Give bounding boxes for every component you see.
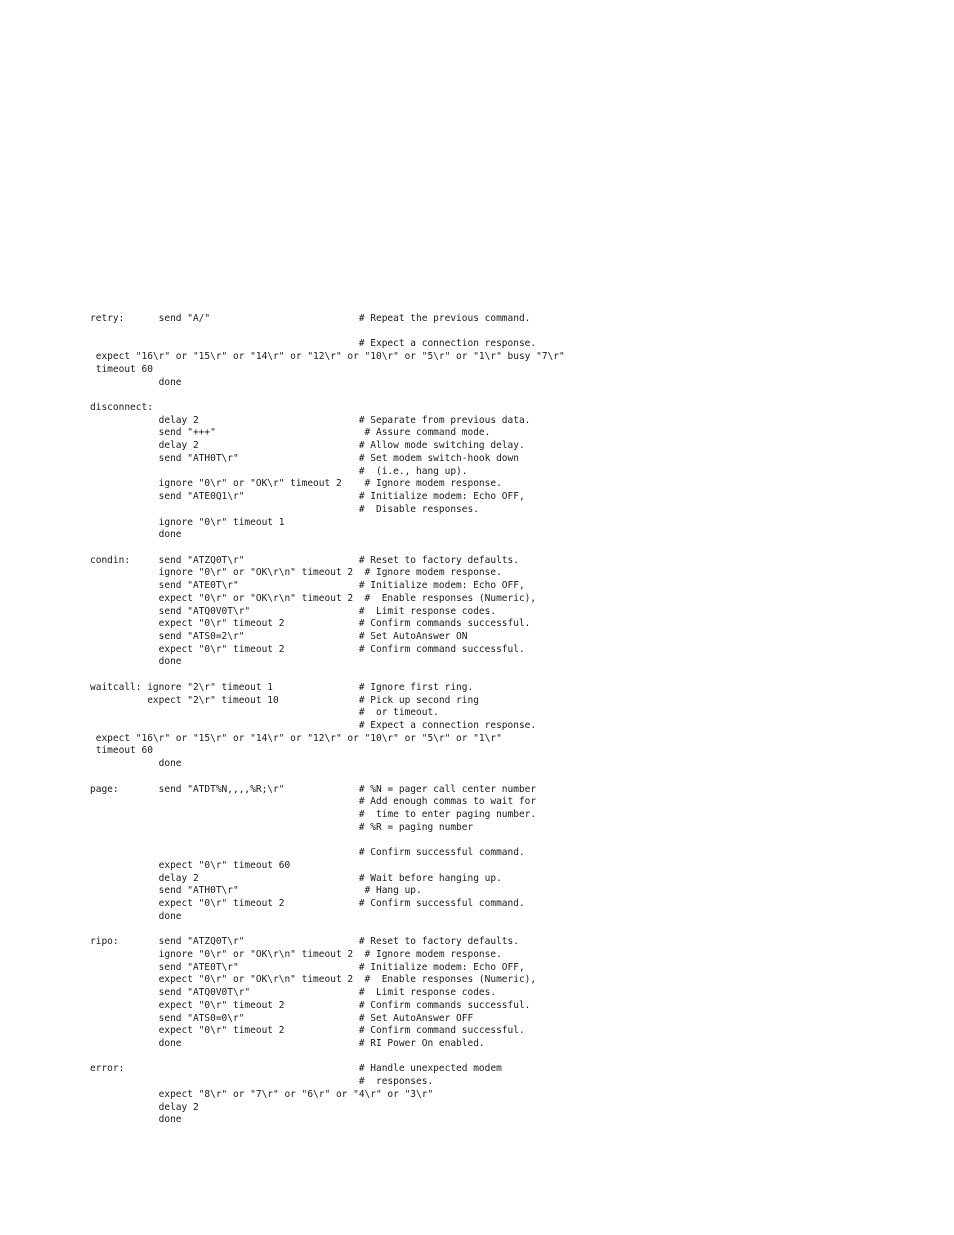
code-line: expect "16\r" or "15\r" or "14\r" or "12\r" or "10\r" or "5\r" or "1\r" (90, 732, 502, 744)
code-line (90, 542, 930, 555)
code-line: condin: send "ATZQ0T\r" # Reset to factory defaults. (90, 554, 519, 566)
code-line: done (90, 758, 182, 770)
code-line: expect "0\r" timeout 2 # Confirm successful command. (90, 898, 525, 910)
code-line: expect "2\r" timeout 10 # Pick up second ring (90, 694, 479, 706)
code-line: delay 2 (90, 1101, 199, 1113)
code-line: expect "0\r" timeout 2 # Confirm command successful. (90, 643, 525, 655)
code-line: send "ATQ0V0T\r" # Limit response codes. (90, 987, 497, 999)
code-line: # Add enough commas to wait for (90, 796, 537, 808)
code-line: done (90, 529, 182, 541)
code-line (90, 834, 930, 847)
code-line: delay 2 # Allow mode switching delay. (90, 440, 525, 452)
code-line: # Expect a connection response. (90, 338, 537, 350)
code-line: expect "0\r" or "OK\r\n" timeout 2 # Enable responses (Numeric), (90, 974, 537, 986)
code-line: error: # Handle unexpected modem (90, 1063, 502, 1075)
code-line: expect "16\r" or "15\r" or "14\r" or "12\r" or "10\r" or "5\r" or "1\r" busy "7\r" (90, 351, 565, 363)
code-line: send "ATH0T\r" # Hang up. (90, 885, 422, 897)
code-line: # responses. (90, 1076, 434, 1088)
code-line: page: send "ATDT%N,,,,%R;\r" # %N = pager call center number (90, 783, 537, 795)
code-line: # %R = paging number (90, 821, 474, 833)
code-line (90, 924, 930, 937)
code-line (90, 771, 930, 784)
code-line: expect "0\r" or "OK\r\n" timeout 2 # Enable responses (Numeric), (90, 592, 537, 604)
code-line: send "ATE0T\r" # Initialize modem: Echo OFF, (90, 961, 525, 973)
code-line: expect "0\r" timeout 2 # Confirm commands successful. (90, 999, 531, 1011)
code-line: send "+++" # Assure command mode. (90, 427, 491, 439)
code-line (90, 326, 930, 339)
code-line: expect "0\r" timeout 60 (90, 859, 291, 871)
code-line: # Disable responses. (90, 503, 479, 515)
code-line: delay 2 # Separate from previous data. (90, 414, 531, 426)
code-line: # Confirm successful command. (90, 847, 525, 859)
code-line: # Expect a connection response. (90, 720, 537, 731)
code-line: timeout 60 (90, 745, 153, 757)
code-line: ignore "0\r" or "OK\r\n" timeout 2 # Ignore modem response. (90, 948, 502, 960)
code-line: # time to enter paging number. (90, 809, 537, 821)
code-line: expect "0\r" timeout 2 # Confirm commands successful. (90, 618, 531, 630)
code-line: done # RI Power On enabled. (90, 1037, 485, 1049)
code-line: send "ATQ0V0T\r" # Limit response codes. (90, 605, 497, 617)
code-line: send "ATS0=0\r" # Set AutoAnswer OFF (90, 1012, 474, 1024)
code-line: retry: send "A/" # Repeat the previous command. (90, 313, 531, 324)
code-line: send "ATE0T\r" # Initialize modem: Echo OFF, (90, 580, 525, 592)
code-line: ripo: send "ATZQ0T\r" # Reset to factory defaults. (90, 936, 519, 948)
code-line: waitcall: ignore "2\r" timeout 1 # Ignore first ring. (90, 681, 474, 693)
code-line: delay 2 # Wait before hanging up. (90, 872, 502, 884)
code-line: done (90, 656, 182, 668)
code-line: send "ATE0Q1\r" # Initialize modem: Echo OFF, (90, 491, 525, 503)
code-line: done (90, 1114, 182, 1126)
code-line: done (90, 910, 182, 922)
code-line: # or timeout. (90, 707, 439, 719)
code-line (90, 669, 930, 682)
code-line: ignore "0\r" timeout 1 (90, 516, 285, 528)
code-line: expect "0\r" timeout 2 # Confirm command successful. (90, 1025, 525, 1037)
code-line (90, 389, 930, 402)
code-line: expect "8\r" or "7\r" or "6\r" or "4\r" or "3\r" (90, 1088, 434, 1100)
code-line: done (90, 376, 182, 388)
modem-script-listing (90, 313, 930, 1127)
code-line: send "ATH0T\r" # Set modem switch-hook down (90, 452, 519, 464)
code-line: send "ATS0=2\r" # Set AutoAnswer ON (90, 630, 468, 642)
code-line: timeout 60 (90, 363, 153, 375)
code-line: # (i.e., hang up). (90, 465, 468, 477)
code-line: ignore "0\r" or "OK\r\n" timeout 2 # Ignore modem response. (90, 567, 502, 579)
code-line: disconnect: (90, 402, 153, 414)
code-line (90, 1051, 930, 1064)
code-line: ignore "0\r" or "OK\r" timeout 2 # Ignore modem response. (90, 478, 502, 490)
